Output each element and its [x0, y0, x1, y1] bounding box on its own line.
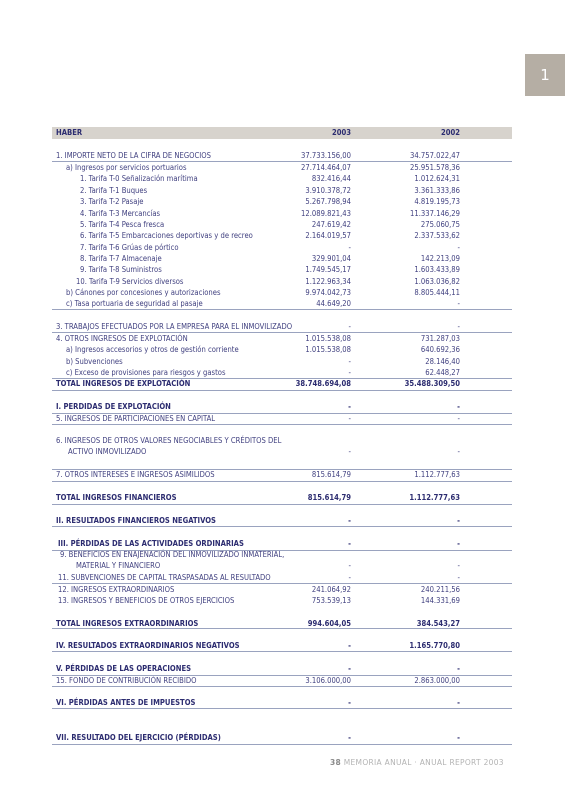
value-2003: - [348, 573, 351, 582]
value-2003: 44.649,20 [316, 299, 351, 308]
table-row [56, 231, 460, 241]
value-2003: - [348, 402, 351, 411]
header-label: HABER [56, 128, 83, 137]
value-2003: 1.015.538,08 [305, 334, 351, 343]
value-2003: - [348, 664, 351, 673]
row-label: 4. OTROS INGRESOS DE EXPLOTACIÓN [56, 334, 188, 343]
table-row [56, 357, 460, 367]
value-2002: 1.112.777,63 [414, 470, 460, 479]
value-2002: - [457, 516, 460, 525]
row-label: a) Ingresos por servicios portuarios [66, 163, 187, 172]
row-separator [52, 378, 512, 379]
row-label: b) Subvenciones [66, 357, 123, 366]
row-separator [52, 481, 512, 482]
row-separator [52, 424, 512, 425]
row-label: b) Cánones por concesiones y autorizaciones [66, 288, 221, 297]
value-2002: 3.361.333,86 [414, 186, 460, 195]
footer-page-number: 38 [330, 758, 342, 767]
value-2002: 2.337.533,62 [414, 231, 460, 240]
table-row [56, 641, 460, 651]
value-2003: 3.106.000,00 [305, 676, 351, 685]
value-2002: 11.337.146,29 [410, 209, 460, 218]
value-2002: 35.488.309,50 [404, 379, 460, 388]
value-2002: - [457, 414, 460, 423]
row-label: 6. INGRESOS DE OTROS VALORES NEGOCIABLES Y CRÉDITOS DEL [56, 436, 282, 445]
value-2003: 3.910.378,72 [305, 186, 351, 195]
table-row [56, 209, 460, 219]
value-2002: 1.012.624,31 [414, 174, 460, 183]
value-2002: - [457, 402, 460, 411]
table-row [56, 733, 460, 743]
row-separator [52, 550, 512, 551]
value-2002: 34.757.022,47 [410, 151, 460, 160]
table-row [56, 585, 460, 595]
row-label: MATERIAL Y FINANCIERO [76, 561, 161, 570]
value-2003: 994.604,05 [307, 619, 351, 628]
value-2002: 1.063.036,82 [414, 277, 460, 286]
value-2002: 275.060,75 [420, 220, 460, 229]
value-2002: 142.213,09 [420, 254, 460, 263]
value-2003: 38.748.694,08 [295, 379, 351, 388]
value-2002: - [457, 698, 460, 707]
row-label: 10. Tarifa T-9 Servicios diversos [76, 277, 184, 286]
table-row [56, 414, 460, 424]
value-2002: 8.805.444,11 [414, 288, 460, 297]
value-2003: - [348, 243, 351, 252]
table-row [56, 561, 460, 571]
row-label: 15. FONDO DE CONTRIBUCIÓN RECIBIDO [56, 676, 197, 685]
row-label: 2. Tarifa T-1 Buques [80, 186, 148, 195]
row-label: 3. Tarifa T-2 Pasaje [80, 197, 144, 206]
value-2003: - [348, 539, 351, 548]
row-label: 3. TRABAJOS EFECTUADOS POR LA EMPRESA PARA EL INMOVILIZADO [56, 322, 293, 331]
table-row [56, 254, 460, 264]
page-tab: 1 [525, 54, 565, 96]
value-2002: 1.112.777,63 [409, 493, 460, 502]
table-row [56, 470, 460, 480]
row-label: 9. Tarifa T-8 Suministros [80, 265, 162, 274]
row-separator [52, 675, 512, 676]
value-2003: - [348, 698, 351, 707]
header-col-2002: 2002 [440, 128, 460, 137]
value-2003: 9.974.042,73 [305, 288, 351, 297]
table-row [56, 186, 460, 196]
row-separator [52, 651, 512, 652]
value-2003: 1.015.538,08 [305, 345, 351, 354]
row-separator [52, 504, 512, 505]
row-separator [52, 161, 512, 162]
table-row [56, 265, 460, 275]
row-separator [52, 708, 512, 709]
header-col-2003: 2003 [331, 128, 351, 137]
value-2003: 12.089.821,43 [301, 209, 351, 218]
row-label: a) Ingresos accesorios y otros de gestión corriente [66, 345, 239, 354]
value-2002: 1.165.770,80 [409, 641, 460, 650]
table-row [56, 447, 460, 457]
row-label: 4. Tarifa T-3 Mercancías [80, 209, 161, 218]
value-2003: - [348, 322, 351, 331]
value-2003: 27.714.464,07 [301, 163, 351, 172]
value-2002: - [457, 664, 460, 673]
table-row [56, 698, 460, 708]
value-2002: 144.331,69 [420, 596, 460, 605]
table-row [56, 322, 460, 332]
row-label: V. PÉRDIDAS DE LAS OPERACIONES [56, 664, 192, 673]
value-2002: - [457, 299, 460, 308]
value-2003: 241.064,92 [311, 585, 351, 594]
value-2002: 25.951.578,36 [410, 163, 460, 172]
table-row [56, 288, 460, 298]
table-row [56, 151, 460, 161]
value-2002: 1.603.433,89 [414, 265, 460, 274]
row-label: 6. Tarifa T-5 Embarcaciones deportivas y de recreo [80, 231, 253, 240]
table-row [56, 516, 460, 526]
value-2002: 4.819.195,73 [414, 197, 460, 206]
value-2003: 753.539,13 [311, 596, 351, 605]
table-row [56, 299, 460, 309]
value-2003: - [348, 641, 351, 650]
row-label: 12. INGRESOS EXTRAORDINARIOS [58, 585, 175, 594]
value-2002: 384.543,27 [416, 619, 460, 628]
footer-text: MEMORIA ANUAL · ANUAL REPORT 2003 [343, 758, 504, 767]
table-row [56, 220, 460, 230]
value-2002: - [457, 573, 460, 582]
value-2003: 5.267.798,94 [305, 197, 351, 206]
table-row [56, 436, 460, 446]
row-label: I. PERDIDAS DE EXPLOTACIÓN [56, 402, 171, 411]
table-row [56, 493, 460, 503]
table-row [56, 676, 460, 686]
table-row [56, 573, 460, 583]
page-footer [330, 758, 504, 767]
table-row [56, 664, 460, 674]
row-label: ACTIVO INMOVILIZADO [68, 447, 147, 456]
value-2003: 1.122.963,34 [305, 277, 351, 286]
row-label: 13. INGRESOS Y BENEFICIOS DE OTROS EJERCICIOS [58, 596, 235, 605]
row-label: TOTAL INGRESOS FINANCIEROS [56, 493, 177, 502]
value-2002: 2.863.000,00 [414, 676, 460, 685]
value-2003: - [348, 561, 351, 570]
table-row [56, 197, 460, 207]
row-separator [52, 309, 512, 310]
value-2003: 1.749.545,17 [305, 265, 351, 274]
value-2003: - [348, 368, 351, 377]
table-row [56, 379, 460, 389]
value-2002: - [457, 561, 460, 570]
value-2003: 832.416,44 [311, 174, 351, 183]
value-2003: 247.619,42 [311, 220, 351, 229]
row-label: 1. IMPORTE NETO DE LA CIFRA DE NEGOCIOS [56, 151, 211, 160]
value-2003: - [348, 447, 351, 456]
value-2002: 28.146,40 [425, 357, 460, 366]
table-row [56, 345, 460, 355]
table-row [56, 402, 460, 412]
value-2003: 37.733.156,00 [301, 151, 351, 160]
row-separator [52, 390, 512, 391]
table-row [56, 243, 460, 253]
value-2003: - [348, 733, 351, 742]
row-label: 7. Tarifa T-6 Grúas de pórtico [80, 243, 179, 252]
table-row [56, 596, 460, 606]
value-2002: - [457, 733, 460, 742]
table-row [56, 277, 460, 287]
row-separator [52, 469, 512, 470]
table-row [56, 550, 460, 560]
row-label: c) Exceso de provisiones para riesgos y gastos [66, 368, 226, 377]
value-2003: - [348, 516, 351, 525]
row-label: II. RESULTADOS FINANCIEROS NEGATIVOS [56, 516, 216, 525]
row-label: 8. Tarifa T-7 Almacenaje [80, 254, 162, 263]
table-row [56, 163, 460, 173]
value-2002: - [457, 539, 460, 548]
value-2002: 62.448,27 [425, 368, 460, 377]
row-label: 9. BENEFICIOS EN ENAJENACIÓN DEL INMOVILIZADO INMATERIAL, [60, 550, 285, 559]
value-2002: - [457, 322, 460, 331]
table-row [56, 334, 460, 344]
row-separator [52, 526, 512, 527]
value-2002: - [457, 447, 460, 456]
value-2003: 815.614,79 [311, 470, 351, 479]
row-label: VII. RESULTADO DEL EJERCICIO (PÉRDIDAS) [56, 733, 221, 742]
value-2003: 329.901,04 [311, 254, 351, 263]
row-label: 5. Tarifa T-4 Pesca fresca [80, 220, 165, 229]
row-label: VI. PÉRDIDAS ANTES DE IMPUESTOS [56, 698, 196, 707]
row-label: III. PÉRDIDAS DE LAS ACTIVIDADES ORDINARIAS [58, 539, 244, 548]
row-separator [52, 744, 512, 745]
row-label: TOTAL INGRESOS DE EXPLOTACIÓN [56, 379, 191, 388]
value-2002: 640.692,36 [420, 345, 460, 354]
value-2002: 240.211,56 [420, 585, 460, 594]
row-separator [52, 332, 512, 333]
row-label: IV. RESULTADOS EXTRAORDINARIOS NEGATIVOS [56, 641, 240, 650]
row-label: 7. OTROS INTERESES E INGRESOS ASIMILIDOS [56, 470, 215, 479]
row-separator [52, 686, 512, 687]
value-2002: 731.287,03 [420, 334, 460, 343]
row-separator [52, 628, 512, 629]
value-2002: - [457, 243, 460, 252]
table-header-row [56, 128, 460, 138]
table-row [56, 539, 460, 549]
row-label: c) Tasa portuaria de seguridad al pasaje [66, 299, 203, 308]
value-2003: - [348, 414, 351, 423]
value-2003: 2.164.019,57 [305, 231, 351, 240]
row-label: 1. Tarifa T-0 Señalización marítima [80, 174, 198, 183]
row-label: 11. SUBVENCIONES DE CAPITAL TRASPASADAS AL RESULTADO [58, 573, 271, 582]
table-row [56, 174, 460, 184]
row-label: TOTAL INGRESOS EXTRAORDINARIOS [56, 619, 199, 628]
value-2003: - [348, 357, 351, 366]
row-separator [52, 583, 512, 584]
row-label: 5. INGRESOS DE PARTICIPACIONES EN CAPITAL [56, 414, 216, 423]
table-row [56, 368, 460, 378]
row-separator [52, 413, 512, 414]
value-2003: 815.614,79 [307, 493, 351, 502]
